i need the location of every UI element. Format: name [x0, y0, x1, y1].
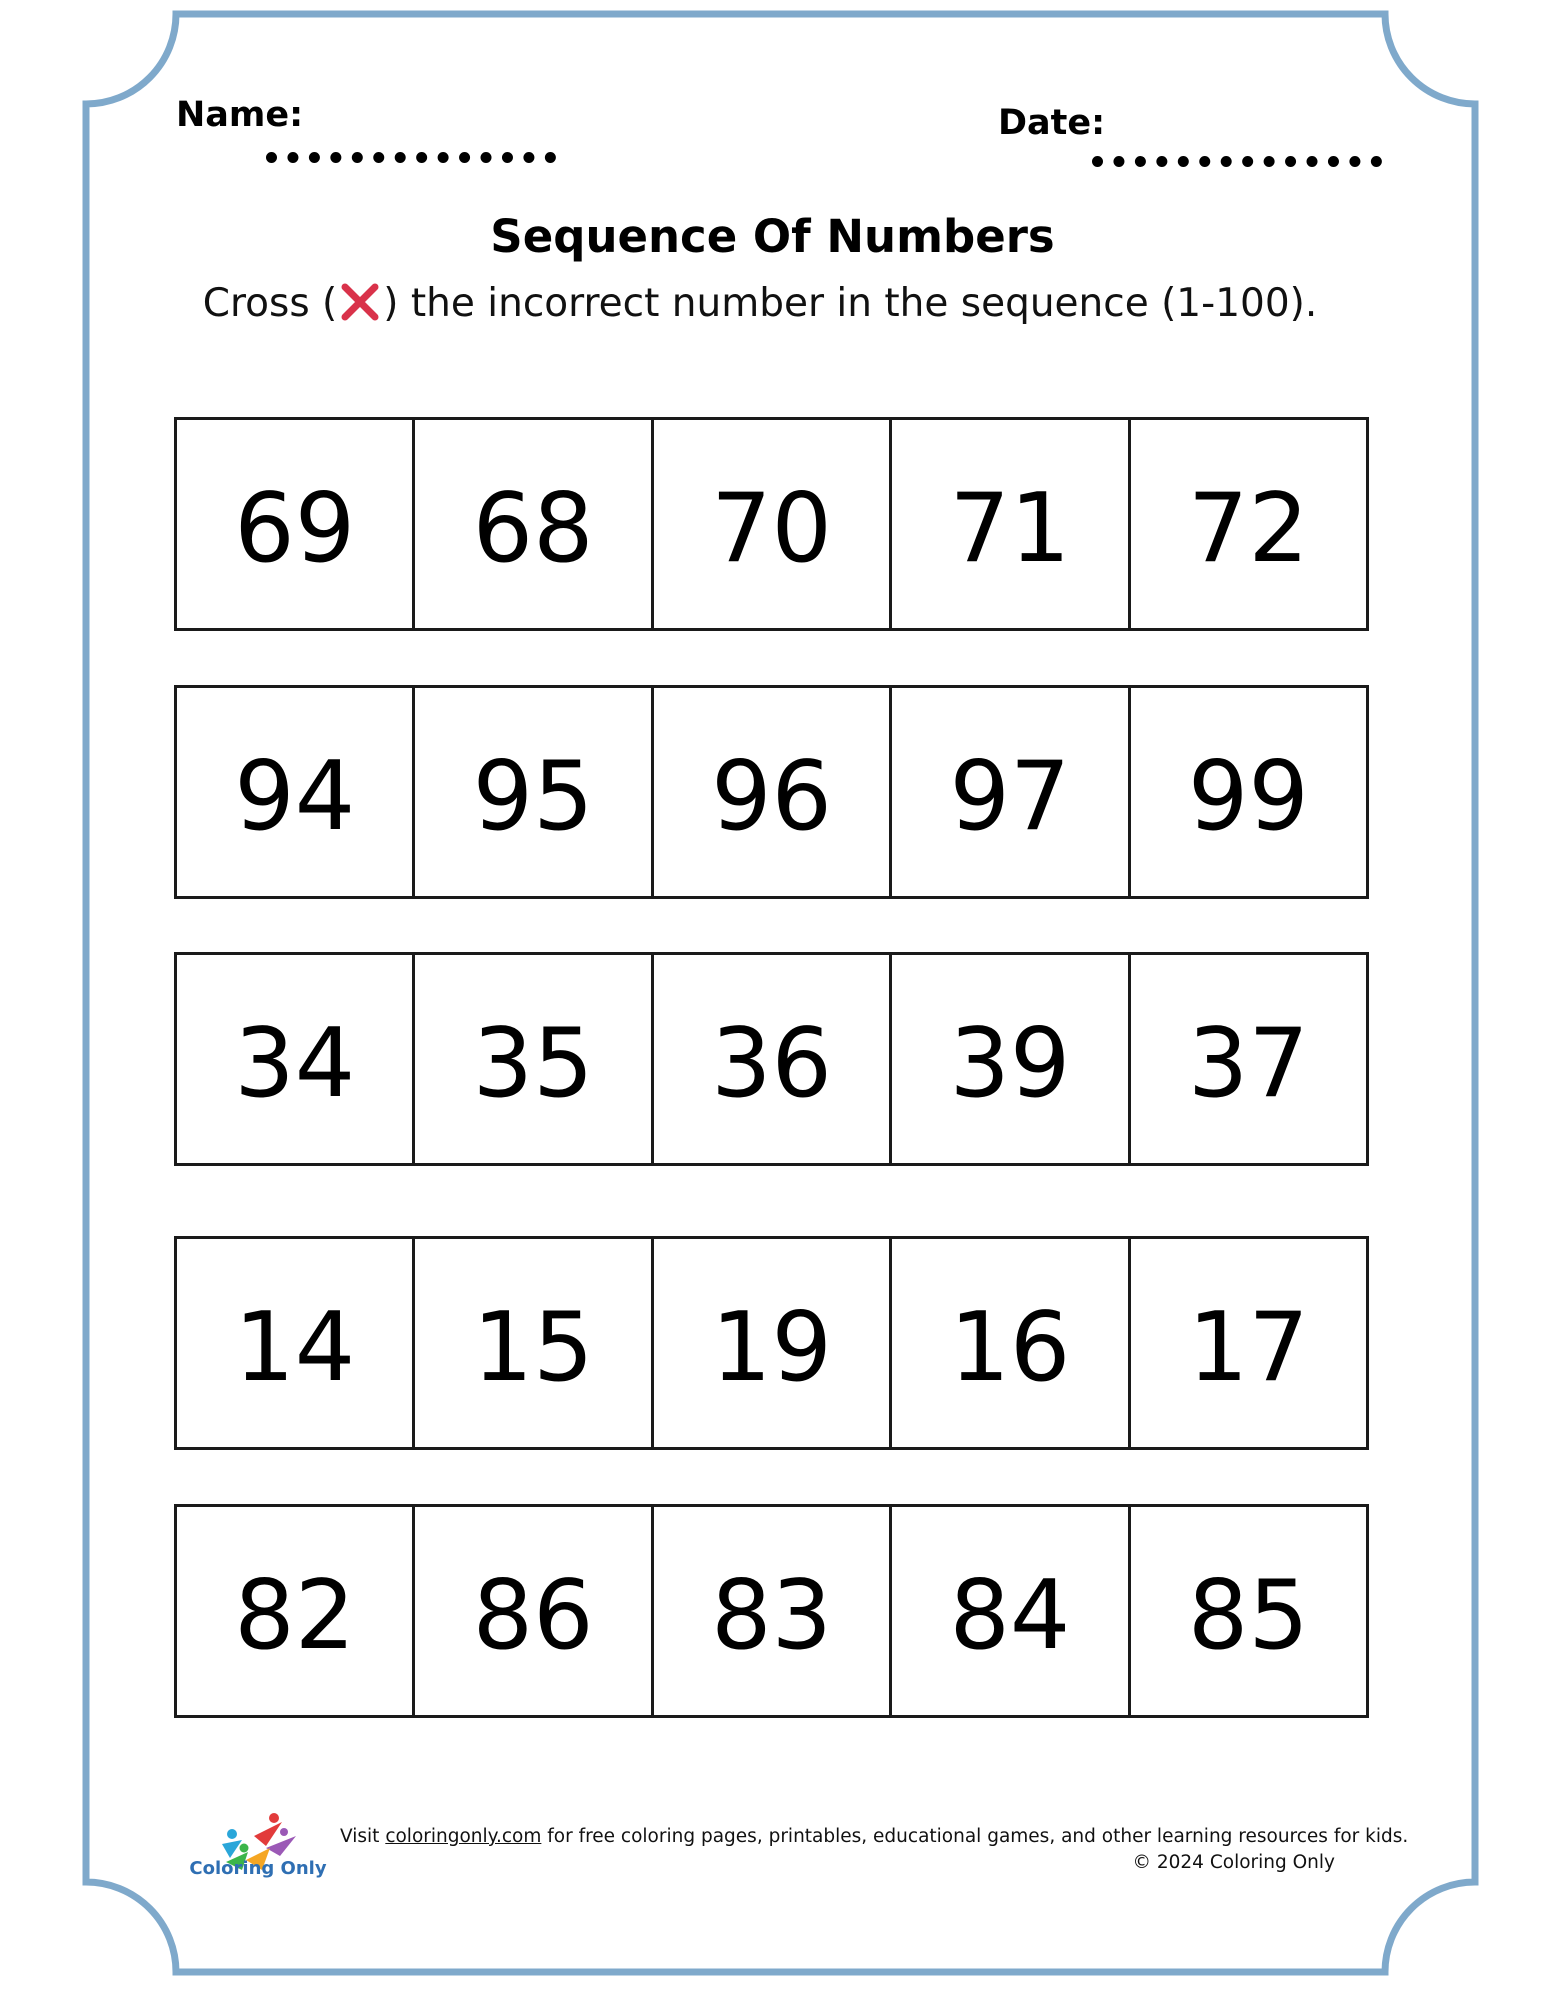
- name-field[interactable]: [266, 152, 556, 163]
- number-cell[interactable]: 15: [412, 1239, 650, 1447]
- instructions: [0, 280, 1520, 326]
- number-cell[interactable]: 82: [234, 1561, 356, 1671]
- instructions-before: Cross (: [202, 281, 338, 326]
- number-cell[interactable]: 36: [651, 955, 889, 1163]
- sequence-row-1: [174, 417, 1369, 631]
- number-cell[interactable]: 72: [1128, 420, 1366, 628]
- number-cell[interactable]: 68: [412, 420, 650, 628]
- logo-text: Coloring Only: [189, 1858, 327, 1879]
- sequence-row-2: [174, 685, 1369, 899]
- number-cell[interactable]: 70: [651, 420, 889, 628]
- name-label: Name:: [176, 95, 304, 135]
- sequence-row-5: [174, 1504, 1369, 1718]
- footer-visit-rest: for free coloring pages, printables, educational games, and other learning resources for kids.: [541, 1826, 1409, 1847]
- red-cross-icon: [338, 280, 382, 324]
- number-cell[interactable]: 19: [651, 1239, 889, 1447]
- coloring-only-logo-icon: [186, 1800, 336, 1900]
- number-cell[interactable]: 16: [889, 1239, 1127, 1447]
- number-cell[interactable]: 97: [889, 688, 1127, 896]
- date-label: Date:: [998, 103, 1106, 143]
- number-cell[interactable]: 95: [412, 688, 650, 896]
- number-cell[interactable]: 99: [1128, 688, 1366, 896]
- date-field[interactable]: [1092, 156, 1382, 167]
- instructions-after: ) the incorrect number in the sequence (1-100).: [383, 281, 1318, 326]
- number-cell[interactable]: 35: [412, 955, 650, 1163]
- footer-copyright: © 2024 Coloring Only: [1132, 1852, 1335, 1873]
- number-cell[interactable]: 85: [1128, 1507, 1366, 1715]
- footer-website-link[interactable]: coloringonly.com: [385, 1826, 542, 1847]
- number-cell[interactable]: 34: [234, 1009, 356, 1119]
- number-cell[interactable]: 17: [1128, 1239, 1366, 1447]
- number-cell[interactable]: 39: [889, 955, 1127, 1163]
- footer-visit-text: [340, 1826, 1409, 1847]
- number-cell[interactable]: 71: [889, 420, 1127, 628]
- sequence-row-3: [174, 952, 1369, 1166]
- number-cell[interactable]: 84: [889, 1507, 1127, 1715]
- number-cell[interactable]: 37: [1128, 955, 1366, 1163]
- number-cell[interactable]: 83: [651, 1507, 889, 1715]
- sequence-row-4: [174, 1236, 1369, 1450]
- worksheet-title: Sequence Of Numbers: [490, 210, 1055, 263]
- footer-visit-prefix: Visit: [340, 1826, 386, 1847]
- number-cell[interactable]: 94: [234, 742, 356, 852]
- number-cell[interactable]: 14: [234, 1293, 356, 1403]
- number-cell[interactable]: 96: [651, 688, 889, 896]
- number-cell[interactable]: 86: [412, 1507, 650, 1715]
- number-cell[interactable]: 69: [234, 474, 356, 584]
